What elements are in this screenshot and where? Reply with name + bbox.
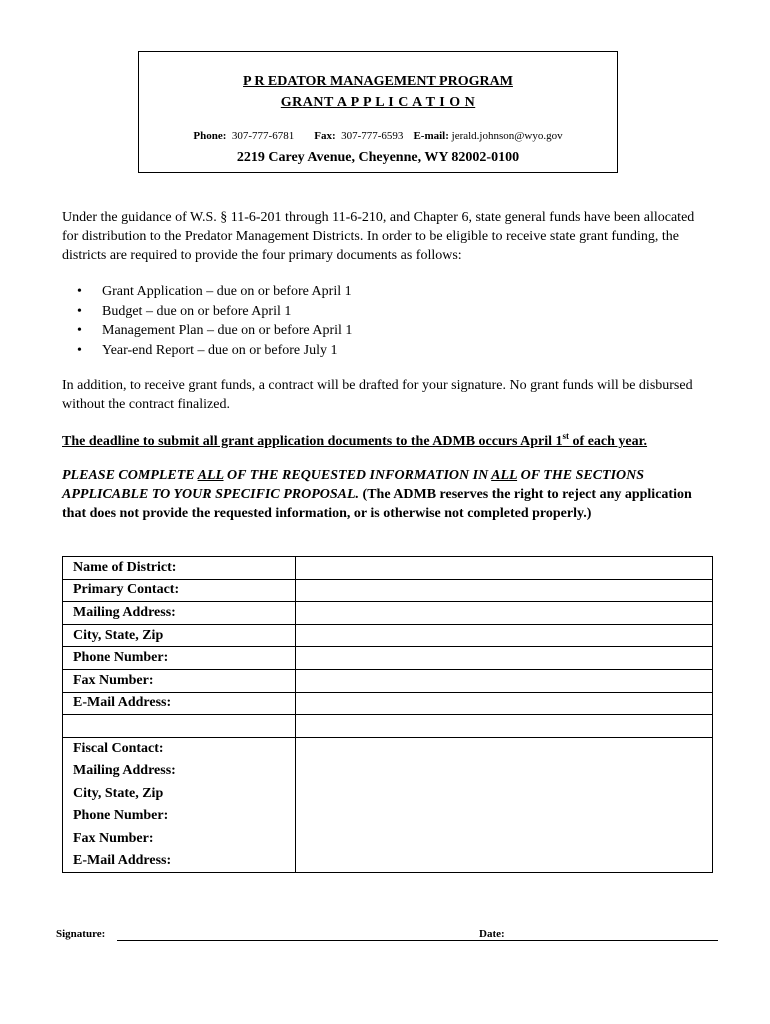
field-label: Name of District:	[63, 557, 296, 580]
primary-contact-field[interactable]	[295, 579, 712, 602]
list-item-text: Year-end Report – due on or before July 1	[102, 342, 338, 358]
field-label: Mailing Address:	[63, 760, 296, 783]
bullet-icon: •	[77, 323, 82, 338]
phone-value: 307-777-6781	[231, 130, 295, 142]
field-label: E-Mail Address:	[63, 692, 296, 715]
phone-label: Phone:	[193, 130, 227, 142]
table-row	[63, 624, 713, 647]
signature-label: Signature:	[56, 928, 106, 940]
contract-paragraph: In addition, to receive grant funds, a contract will be drafted for your signature. No grant funds will be disbursed without the contract finalized.	[62, 378, 693, 412]
fax-label: Fax:	[314, 130, 336, 142]
table-row	[63, 692, 713, 715]
deadline-text-end: of each year.	[569, 434, 648, 449]
table-row	[63, 647, 713, 670]
primary-fax-field[interactable]	[295, 669, 712, 692]
header-box	[138, 51, 618, 173]
field-label: Phone Number:	[63, 805, 296, 828]
empty-cell	[295, 715, 712, 738]
district-name-field[interactable]	[295, 557, 712, 580]
primary-phone-field[interactable]	[295, 647, 712, 670]
instructions-emphasis: ALL	[197, 468, 224, 483]
office-address: 2219 Carey Avenue, Cheyenne, WY 82002-0100	[236, 150, 520, 165]
email-label: E-mail:	[413, 130, 449, 142]
table-row	[63, 782, 713, 805]
field-label: Phone Number:	[63, 647, 296, 670]
list-item	[62, 321, 352, 341]
list-item-text: Management Plan – due on or before April 1	[102, 323, 353, 338]
list-item-text: Budget – due on or before April 1	[102, 303, 292, 319]
email-value[interactable]: jerald.johnson@wyo.gov	[451, 130, 563, 142]
primary-email-field[interactable]	[295, 692, 712, 715]
table-row	[63, 805, 713, 828]
fiscal-contact-field[interactable]	[295, 737, 712, 760]
deadline-text: The deadline to submit all grant application documents to the ADMB occurs April 1	[62, 434, 563, 449]
table-row	[63, 602, 713, 625]
field-label: Primary Contact:	[63, 579, 296, 602]
fiscal-fax-field[interactable]	[295, 828, 712, 851]
fiscal-email-field[interactable]	[295, 850, 712, 873]
date-label: Date:	[479, 928, 505, 940]
field-label: Fax Number:	[63, 828, 296, 851]
field-label: Fiscal Contact:	[63, 737, 296, 760]
intro-paragraph: Under the guidance of W.S. § 11-6-201 through 11-6-210, and Chapter 6, state general funds have been allocated for distribution to the Predator Management Districts. In order to be eligible to receive state grant funding, the districts are required to provide the four primary documents as follows:	[62, 210, 695, 263]
instructions-text: OF THE SECTIONS APPLICABLE TO YOUR SPECIFIC PROPOSAL.	[62, 468, 645, 502]
table-row	[63, 579, 713, 602]
list-item	[62, 341, 352, 361]
program-title: P R EDATOR MANAGEMENT PROGRAM	[243, 74, 513, 89]
contact-line	[139, 129, 617, 143]
table-row	[63, 760, 713, 783]
fiscal-phone-field[interactable]	[295, 805, 712, 828]
field-label: Fax Number:	[63, 669, 296, 692]
table-row	[63, 828, 713, 851]
required-documents-list	[62, 282, 352, 360]
field-label: City, State, Zip	[63, 624, 296, 647]
primary-mailing-address-field[interactable]	[295, 602, 712, 625]
list-item	[62, 282, 352, 302]
instructions-note: (The ADMB reserves the right to reject any application that does not provide the requested information, or is otherwise not completed properly.)	[62, 487, 692, 521]
primary-city-state-zip-field[interactable]	[295, 624, 712, 647]
fax-value: 307-777-6593	[341, 130, 404, 142]
table-row	[63, 737, 713, 760]
list-item-text: Grant Application – due on or before April 1	[102, 284, 352, 299]
instructions-emphasis: ALL	[491, 468, 518, 483]
fiscal-city-state-zip-field[interactable]	[295, 782, 712, 805]
deadline-notice	[62, 432, 647, 451]
empty-cell	[63, 715, 296, 738]
fiscal-mailing-address-field[interactable]	[295, 760, 712, 783]
bullet-icon: •	[77, 303, 82, 319]
district-info-table	[62, 556, 713, 873]
field-label: City, State, Zip	[63, 782, 296, 805]
instructions-text: OF THE REQUESTED INFORMATION IN	[223, 468, 492, 483]
form-title: GRANT A P P L I C A T I O N	[280, 95, 476, 110]
deadline-ordinal: st	[562, 431, 570, 441]
bullet-icon: •	[77, 342, 82, 358]
field-label: E-Mail Address:	[63, 850, 296, 873]
signature-row	[56, 928, 720, 942]
instructions-paragraph	[62, 466, 712, 523]
table-row	[63, 557, 713, 580]
field-label: Mailing Address:	[63, 602, 296, 625]
table-row	[63, 669, 713, 692]
table-row-spacer	[63, 715, 713, 738]
list-item	[62, 302, 352, 322]
signature-line[interactable]	[117, 940, 521, 941]
table-row	[63, 850, 713, 873]
date-line[interactable]	[513, 940, 718, 941]
instructions-text: PLEASE COMPLETE	[62, 468, 198, 483]
bullet-icon: •	[77, 284, 82, 299]
